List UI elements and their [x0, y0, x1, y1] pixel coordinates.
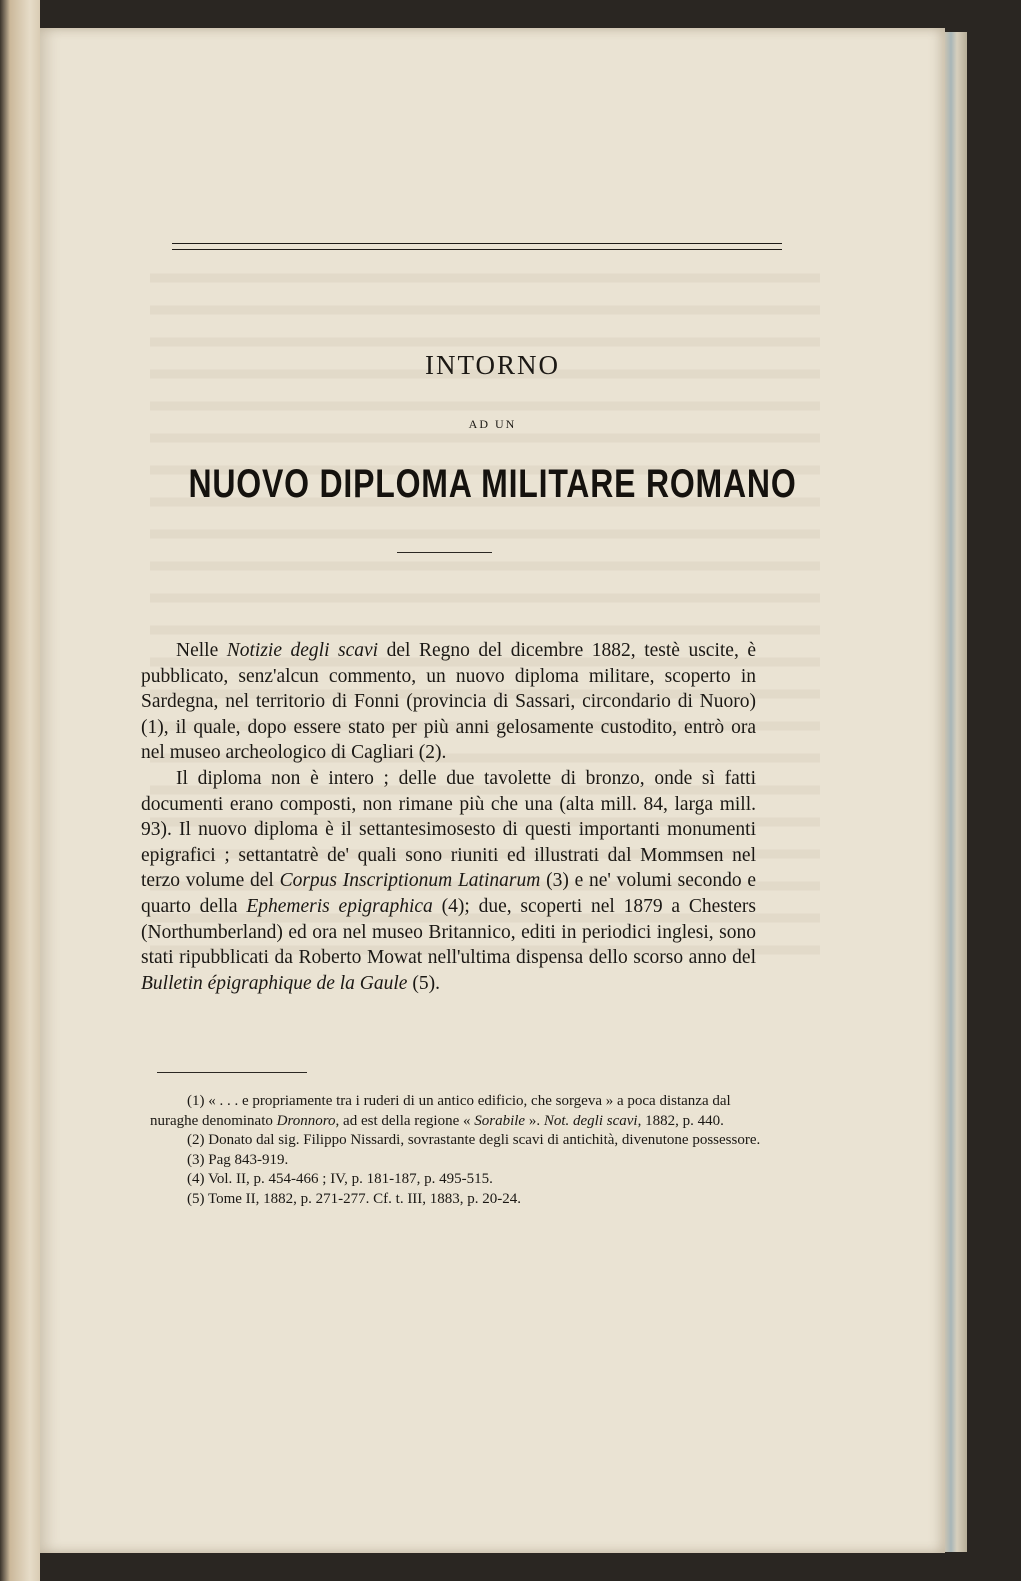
p2-text-b: (3) e ne' volumi secondo e quarto della: [141, 870, 756, 917]
paragraph-1: [141, 638, 756, 766]
main-title: NUOVO DIPLOMA MILITARE ROMANO: [188, 462, 797, 506]
body-text: [141, 638, 756, 996]
book-page: [40, 28, 945, 1553]
footnote-3: (3) Pag 843-919.: [187, 1151, 289, 1168]
p2-text-c: (4); due, scoperti nel 1879 a Chesters (Northumberland) ed ora nel museo Britannico, editi in periodici inglesi, sono stati ripubblicati da Roberto Mowat nell'ultima dispensa dello scorso anno del: [141, 895, 757, 969]
header-rule-thin: [172, 249, 782, 250]
p1-italic-notizie: Notizie degli scavi: [226, 640, 379, 661]
paragraph-2: [141, 766, 756, 996]
title-intorno: INTORNO: [425, 350, 560, 380]
fn1-text-a: (1) « . . . e propriamente tra i ruderi di un antico edificio, che sorgeva » a poca distanza dal nuraghe denominato: [150, 1093, 731, 1129]
p1-text-b: del Regno del dicembre 1882, testè uscite, è pubblicato, senz'alcun commento, un nuovo diploma militare, scoperto in Sardegna, nel territorio di Fonni (provincia di Sassari, circondario di Nuoro) (1), il quale, dopo essere stato per più anni gelosamente custodito, entrò ora nel museo archeologico di Cagliari (2).: [141, 640, 756, 764]
footnotes: [150, 1092, 770, 1210]
fn1-italic-sorabile: Sorabile: [474, 1112, 526, 1129]
p2-italic-corpus: Corpus Inscriptionum Latinarum: [279, 870, 541, 892]
fn1-italic-not-scavi: Not. degli scavi: [543, 1112, 638, 1129]
header-rule-thick: [172, 243, 782, 244]
p1-text-a: Nelle: [176, 640, 227, 661]
footnote-1: [150, 1092, 770, 1131]
fn1-text-b: , ad est della regione «: [335, 1112, 475, 1129]
fn1-italic-dronnoro: Dronnoro: [276, 1112, 336, 1129]
facing-page-edge: [0, 0, 40, 1581]
footnote-5: (5) Tome II, 1882, p. 271-277. Cf. t. III, 1883, p. 20-24.: [187, 1190, 522, 1207]
title-ad-un: AD UN: [468, 417, 517, 431]
fn1-text-d: , 1882, p. 440.: [637, 1112, 724, 1129]
title-divider: [397, 552, 492, 553]
page-stack-edge: [945, 32, 967, 1552]
p2-italic-ephemeris: Ephemeris epigraphica: [246, 895, 433, 917]
fn1-text-c: ».: [525, 1112, 544, 1129]
p2-italic-bulletin: Bulletin épigraphique de la Gaule: [141, 972, 408, 994]
footnote-4: (4) Vol. II, p. 454-466 ; IV, p. 181-187, p. 495-515.: [187, 1171, 493, 1188]
p2-text-a: Il diploma non è intero ; delle due tavolette di bronzo, onde sì fatti documenti erano composti, non rimane più che una (alta mill. 84, larga mill. 93). Il nuovo diploma è il settantesimosesto di questi importanti monumenti epigrafici ; settantatrè de' quali sono riuniti ed illustrati dal Mommsen nel terzo volume del: [141, 767, 756, 892]
footnote-rule: [157, 1072, 307, 1073]
p2-text-d: (5).: [407, 972, 440, 994]
footnote-2: (2) Donato dal sig. Filippo Nissardi, sovrastante degli scavi di antichità, divenutone possessore.: [187, 1132, 761, 1149]
